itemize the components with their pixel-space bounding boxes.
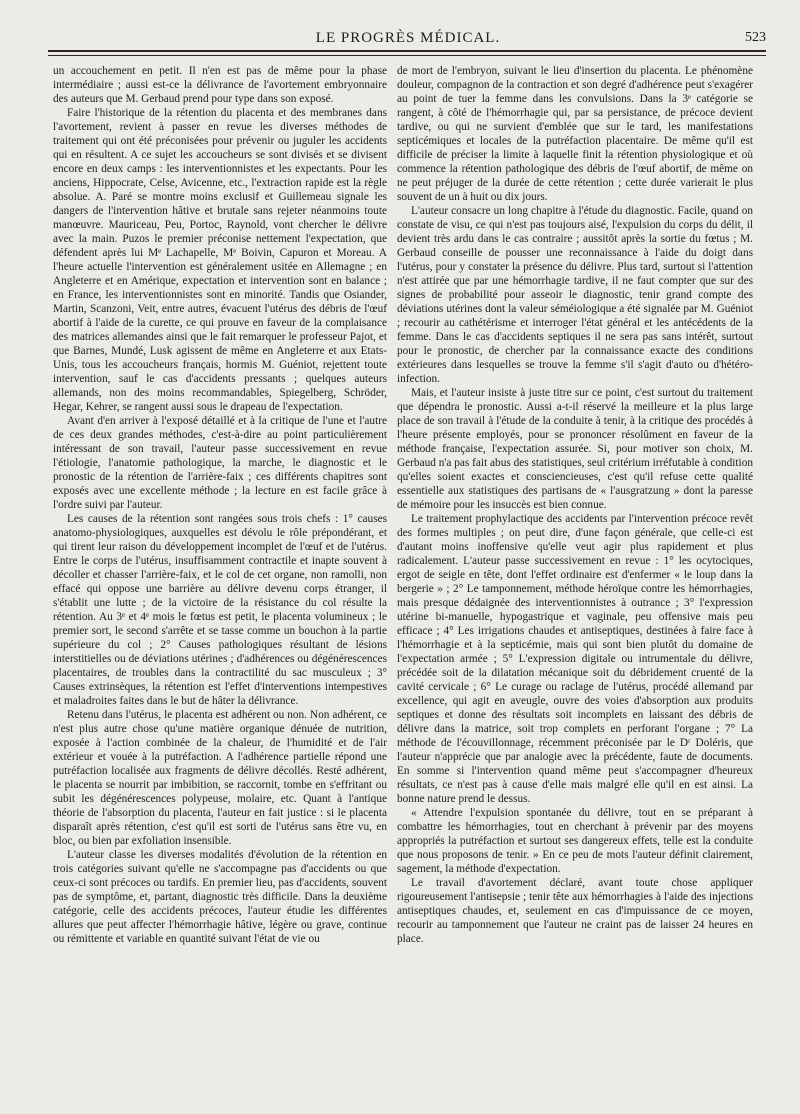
paragraph: de mort de l'embryon, suivant le lieu d'insertion du placenta. Le phénomène douleur, compagnon de la contraction et son degré d'adhérence peut s'exagérer au point de tuer la femme dans les convulsions. Dans la 3ᵉ catégorie se rangent, à côté de l'hémorrhagie qui, par sa persistance, de précoce devient tardive, ou qui ne survient d'emblée que sur le tard, les manifestations septicémiques et locales de la putréfaction placentaire. De même qu'il est difficile de préciser la limite à laquelle finit la rétention physiologique et où commence la rétention pathologique des débris de l'œuf abortif, de même on ne peut préjuger de la durée de cette rétention ; cette durée varierait le plus souvent de un à huit ou dix jours.	[397, 65, 753, 203]
paragraph: Le traitement prophylactique des accidents par l'intervention précoce revêt des formes multiples ; on peut dire, d'une façon générale, que celle-ci est d'autant moins inoffensive qu'elle veut agir plus rapidement et plus radicalement. L'auteur passe successivement en revue : 1° les ocytociques, ergot de seigle en tête, dont l'effet ordinaire est d'enfermer « le loup dans la bergerie » ; 2° Le tamponnement, méthode héroïque contre les hémorrhagies, mais presque dédaignée des interventionnistes à outrance ; 3° l'expression utérine bi-manuelle, hypogastrique et vaginale, peu offensive mais peu efficace ; 4° Les irrigations chaudes et antiseptiques, destinées à faire face à l'hémorrhagie et à la septicémie, mais qui sont bien plutôt du domaine de l'expectation armée ; 5° L'expression digitale ou intrumentale du délivre, précédée soit de la dilatation mécanique soit du débridement cruenté de la cavité cervicale ; 6° Le curage ou raclage de l'utérus, procédé allemand par excellence, qui agit en aveugle, ouvre des voies d'absorption aux produits septiques et donne des résultats soit incomplets en laissant des débris de délivre dans la matrice, soit trop complets en perforant l'organe ; 7° La méthode de l'écouvillonnage, récemment préconisée par le Dʳ Doléris, que l'auteur n'apprécie que par analogie avec la précédente, faute de documents. En somme si l'intervention quand même peut s'accompagner d'heureux résultats, ce n'est pas à cause d'elle mais malgré elle qu'il en est ainsi. La bonne nature prend le dessus.	[397, 513, 753, 805]
header-rule-thin	[48, 55, 766, 56]
right-column	[397, 64, 753, 1094]
left-column	[53, 64, 387, 1094]
paragraph: un accouchement en petit. Il n'en est pas de même pour la phase intermédiaire ; aussi est-ce la délivrance de l'avortement embryonnaire des auteurs que M. Gerbaud prend pour type dans son exposé.	[53, 65, 387, 105]
paragraph: Le travail d'avortement déclaré, avant toute chose appliquer rigoureusement l'antisepsie ; tenir tête aux hémorrhagies à l'aide des injections antiseptiques chaudes, et, seulement en cas d'impuissance de ce moyen, recourir au tamponnement que l'auteur ne craint pas de laisser 24 heures en place.	[397, 877, 753, 945]
paragraph: Mais, et l'auteur insiste à juste titre sur ce point, c'est surtout du traitement que dépendra le pronostic. Aussi a-t-il réservé la meilleure et la plus large place de son travail à l'étude de la conduite à tenir, à la critique des procédés à l'heure présente employés, pour se prononcer résolûment en faveur de la méthode française, l'expectation assurée. Si, pour motiver son choix, M. Gerbaud n'a pas fait abus des statistiques, seul critérium irréfutable à condition qu'elles soient exactes et consciencieuses, c'est qu'il refuse cette qualité essentielle aux statistiques des partisans de « l'ausgratzung » dont la paresse de mémoire pour les insuccès est bien connue.	[397, 387, 753, 511]
paragraph: Retenu dans l'utérus, le placenta est adhérent ou non. Non adhérent, ce n'est plus autre chose qu'une matière organique dénuée de nutrition, exposée à l'action combinée de la chaleur, de l'humidité et de l'air extérieur et vouée à la putréfaction. A l'adhérence partielle répond une putréfaction localisée aux fragments de délivre décollés. Resté adhérent, le placenta se nourrit par imbibition, se raccornit, tombe en s'effritant ou subit les dégénérescences polypeuse, molaire, etc. Quant à l'antique théorie de l'absorption du placenta, l'auteur en fait justice : si le placenta disparaît après rétention, c'est qu'il est sorti de l'utérus sans être vu, en bloc, ou bien par exfoliation insensible.	[53, 709, 387, 847]
paragraph: L'auteur consacre un long chapitre à l'étude du diagnostic. Facile, quand on constate de visu, ce qui n'est pas toujours aisé, l'expulsion du corps du délit, il devient très ardu dans le cas contraire ; aussitôt après la sortie du fœtus ; M. Gerbaud conseille de pousser une reconnaissance à l'aide du doigt dans l'utérus, pour y constater la présence du délivre. Plus tard, surtout si l'attention n'est attirée que par une hémorrhagie tardive, il ne faut compter que sur des signes de probabilité pour asseoir le diagnostic, tenir grand compte des déviations utérines dont la valeur séméiologique a été signalée par M. Guéniot ; recourir au cathétérisme et interroger l'état général et les antécédents de la femme. Dans le cas d'accidents septiques il ne sera pas sans intérêt, surtout pour le pronostic, de chercher par la connaissance exacte des conditions extérieures dans lesquelles se trouve la femme s'il s'agit d'auto ou d'hétéro-infection.	[397, 205, 753, 385]
paragraph: « Attendre l'expulsion spontanée du délivre, tout en se préparant à combattre les hémorrhagies, tout en cherchant à prévenir par des moyens appropriés la putréfaction et surtout ses dangereux effets, telle est la conduite que nous proposons de tenir. » En ce peu de mots l'auteur définit clairement, sagement, la méthode d'expectation.	[397, 807, 753, 875]
paragraph: Faire l'historique de la rétention du placenta et des membranes dans l'avortement, revient à passer en revue les diverses méthodes de traitement qui ont été préconisées pour prévenir ou juguler les accidents qui en résultent. A ce sujet les accoucheurs se sont divisés et se divisent encore en deux camps : les interventionnistes et les expectants. Pour les anciens, Hippocrate, Celse, Avicenne, etc., l'extraction rapide est la règle absolue. A. Paré se montre moins exclusif et Guillemeau signale les dangers de l'intervention hâtive et brutale sans rejeter néanmoins toute manœuvre. Mauriceau, Peu, Portoc, Raynold, vont chercher le délivre avec la main. Puzos le premier préconise nettement l'expectation, que défendent après lui Mᵉ Lachapelle, Mᵉ Boivin, Capuron et Moreau. A l'heure actuelle l'intervention est généralement usitée en Allemagne ; en Angleterre et en Amérique, expectation et intervention sont en balance ; en France, les interventionnistes sont en minorité. Tandis que Osiander, Martin, Scanzoni, Veit, entre autres, évacuent l'utérus des débris de l'œuf abortif à l'aide de la curette, ce qui prouve en faveur de la complaisance des matrices allemandes ainsi que le fait remarquer le professeur Pajot, et que Barnes, Mundé, Lusk agissent de même en Angleterre et aux Etats-Unis, tous les accoucheurs français, hormis M. Guéniot, rejettent toute intervention, sauf le cas d'accidents pressants ; quelques auteurs allemands, non des moins recommandables, Spiegelberg, Schröder, Hegar, Kehrer, se rangent aussi sous le drapeau de l'expectation.	[53, 107, 387, 413]
running-title: LE PROGRÈS MÉDICAL.	[315, 30, 501, 46]
paragraph: L'auteur classe les diverses modalités d'évolution de la rétention en trois catégories suivant qu'elle ne s'accompagne pas d'accidents ou que ceux-ci sont précoces ou tardifs. En premier lieu, pas d'accidents, souvent pas de symptôme, et, partant, diagnostic très difficile. Dans la deuxième catégorie, celle des accidents précoces, l'auteur étudie les différentes allures que peut affecter l'hémorrhagie hâtive, légère ou grave, continue ou rémittente et variable en quantité suivant l'état de vie ou	[53, 849, 387, 945]
paragraph: Avant d'en arriver à l'exposé détaillé et à la critique de l'une et l'autre de ces deux grandes méthodes, c'est-à-dire au point particulièrement intéressant de son travail, l'auteur passe successivement en revue l'étiologie, l'anatomie pathologique, la marche, le diagnostic et le pronostic de la rétention de l'arrière-faix ; ces différents chapitres sont exposés avec une excellente méthode ; la lecture en est facile grâce à l'ordre suivi par l'auteur.	[53, 415, 387, 511]
header-rule-thick	[48, 50, 766, 52]
page-header	[50, 30, 766, 50]
page-number: 523	[745, 30, 766, 45]
paragraph: Les causes de la rétention sont rangées sous trois chefs : 1° causes anatomo-physiologiques, auxquelles est dévolu le rôle prépondérant, et qui tirent leur raison du développement incomplet de l'œuf et de l'utérus. Entre le corps de l'utérus, insuffisamment contractile et inapte souvent à décoller et chasser l'arrière-faix, et le col de cet organe, non ramolli, non effacé qui oppose une barrière au délivre devenu corps étranger, il s'établit une lutte ; de la victoire de la résistance du col résulte la rétention. Au 3ᵉ et 4ᵉ mois le fœtus est petit, le placenta volumineux ; le premier sort, le second s'arrête et se tasse comme un bouchon à la partie supérieure du col ; 2° Causes pathologiques résultant de lésions interstitielles ou de déviations utérines ; d'adhérences ou dégénérescences placentaires, de troubles dans la contractilité du sac musculeux ; 3° Causes extrinsèques, la rétention est l'effet d'interventions intempestives et maladroites faites dans le but de hâter la délivrance.	[53, 513, 387, 707]
